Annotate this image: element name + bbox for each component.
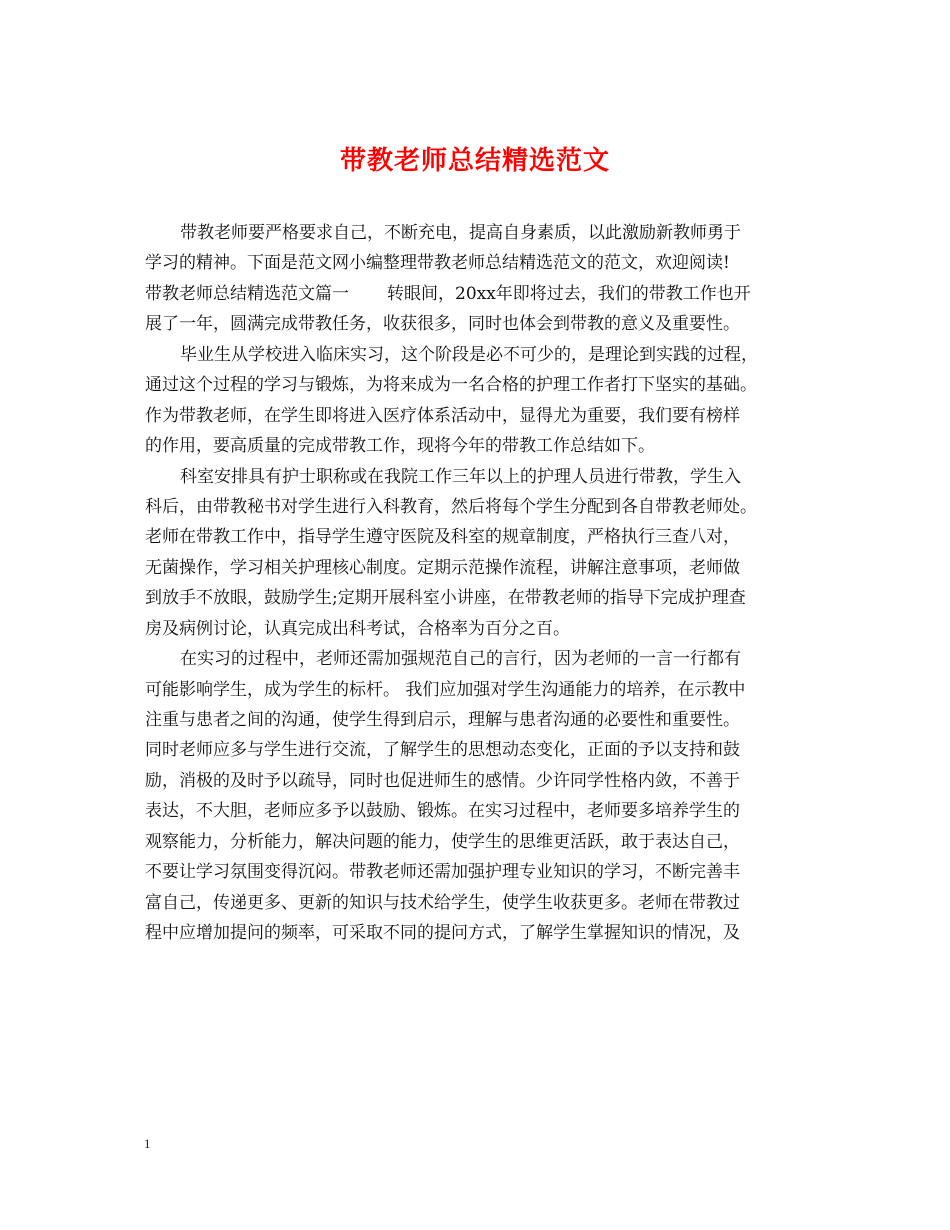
text-line: 可能影响学生，成为学生的标杆。 我们应加强对学生沟通能力的培养，在示教中: [145, 679, 746, 700]
text-line: 通过这个过程的学习与锻炼，为将来成为一名合格的护理工作者打下坚实的基础。: [145, 375, 757, 396]
text-line: 带教老师要严格要求自己，不断充电，提高自身素质，以此激励新教师勇于: [180, 223, 741, 243]
text-line: 注重与患者之间的沟通，使学生得到启示，理解与患者沟通的必要性和重要性。: [145, 710, 740, 730]
text-line: 无菌操作，学习相关护理核心制度。定期示范操作流程，讲解注意事项，老师做: [145, 557, 740, 578]
text-line: 科室安排具有护士职称或在我院工作三年以上的护理人员进行带教，学生入: [180, 466, 741, 487]
page-number: 1: [144, 1136, 151, 1151]
text-line: 的作用，要高质量的完成带教工作，现将今年的带教工作总结如下。: [145, 436, 655, 457]
text-line: 科后，由带教秘书对学生进行入科教育，然后将每个学生分配到各自带教老师处。: [145, 496, 757, 517]
text-line: 展了一年，圆满完成带教任务，收获很多，同时也体会到带教的意义及重要性。: [145, 314, 740, 335]
text-line: 毕业生从学校进入临床实习，这个阶段是必不可少的，是理论到实践的过程，: [180, 344, 758, 365]
section-heading: 带教老师总结精选范文篇一: [145, 283, 349, 304]
text-line: 不要让学习氛围变得沉闷。带教老师还需加强护理专业知识的学习，不断完善丰: [145, 862, 740, 883]
text-line: 在实习的过程中，老师还需加强规范自己的言行，因为老师的一言一行都有: [180, 649, 741, 670]
text-line: [145, 279, 813, 309]
text-run: 转眼间，20xx年即将过去，我们的带教工作也开: [387, 283, 751, 304]
text-line: 程中应增加提问的频率，可采取不同的提问方式，了解学生掌握知识的情况，及: [145, 923, 740, 944]
text-line: 学习的精神。下面是范文网小编整理带教老师总结精选范文的范文，欢迎阅读!: [145, 253, 730, 274]
document-title: 带教老师总结精选范文: [339, 146, 610, 176]
text-line: 表达，不大胆，老师应多予以鼓励、锻炼。在实习过程中，老师要多培养学生的: [145, 801, 740, 822]
document-body: [145, 218, 813, 949]
text-line: 作为带教老师，在学生即将进入医疗体系活动中，显得尤为重要，我们要有榜样: [145, 405, 740, 426]
text-line: 到放手不放眼，鼓励学生;定期开展科室小讲座，在带教老师的指导下完成护理查: [145, 588, 746, 609]
text-line: 富自己，传递更多、更新的知识与技术给学生，使学生收获更多。老师在带教过: [145, 892, 740, 913]
text-line: 老师在带教工作中，指导学生遵守医院及科室的规章制度，严格执行三查八对，: [145, 527, 740, 548]
text-line: 同时老师应多与学生进行交流，了解学生的思想动态变化，正面的予以支持和鼓: [145, 740, 740, 761]
text-line: 励，消极的及时予以疏导，同时也促进师生的感情。少许同学性格内敛，不善于: [145, 770, 740, 791]
text-line: 房及病例讨论，认真完成出科考试，合格率为百分之百。: [145, 618, 570, 639]
text-line: 观察能力，分析能力，解决问题的能力，使学生的思维更活跃，敢于表达自己，: [145, 831, 740, 852]
